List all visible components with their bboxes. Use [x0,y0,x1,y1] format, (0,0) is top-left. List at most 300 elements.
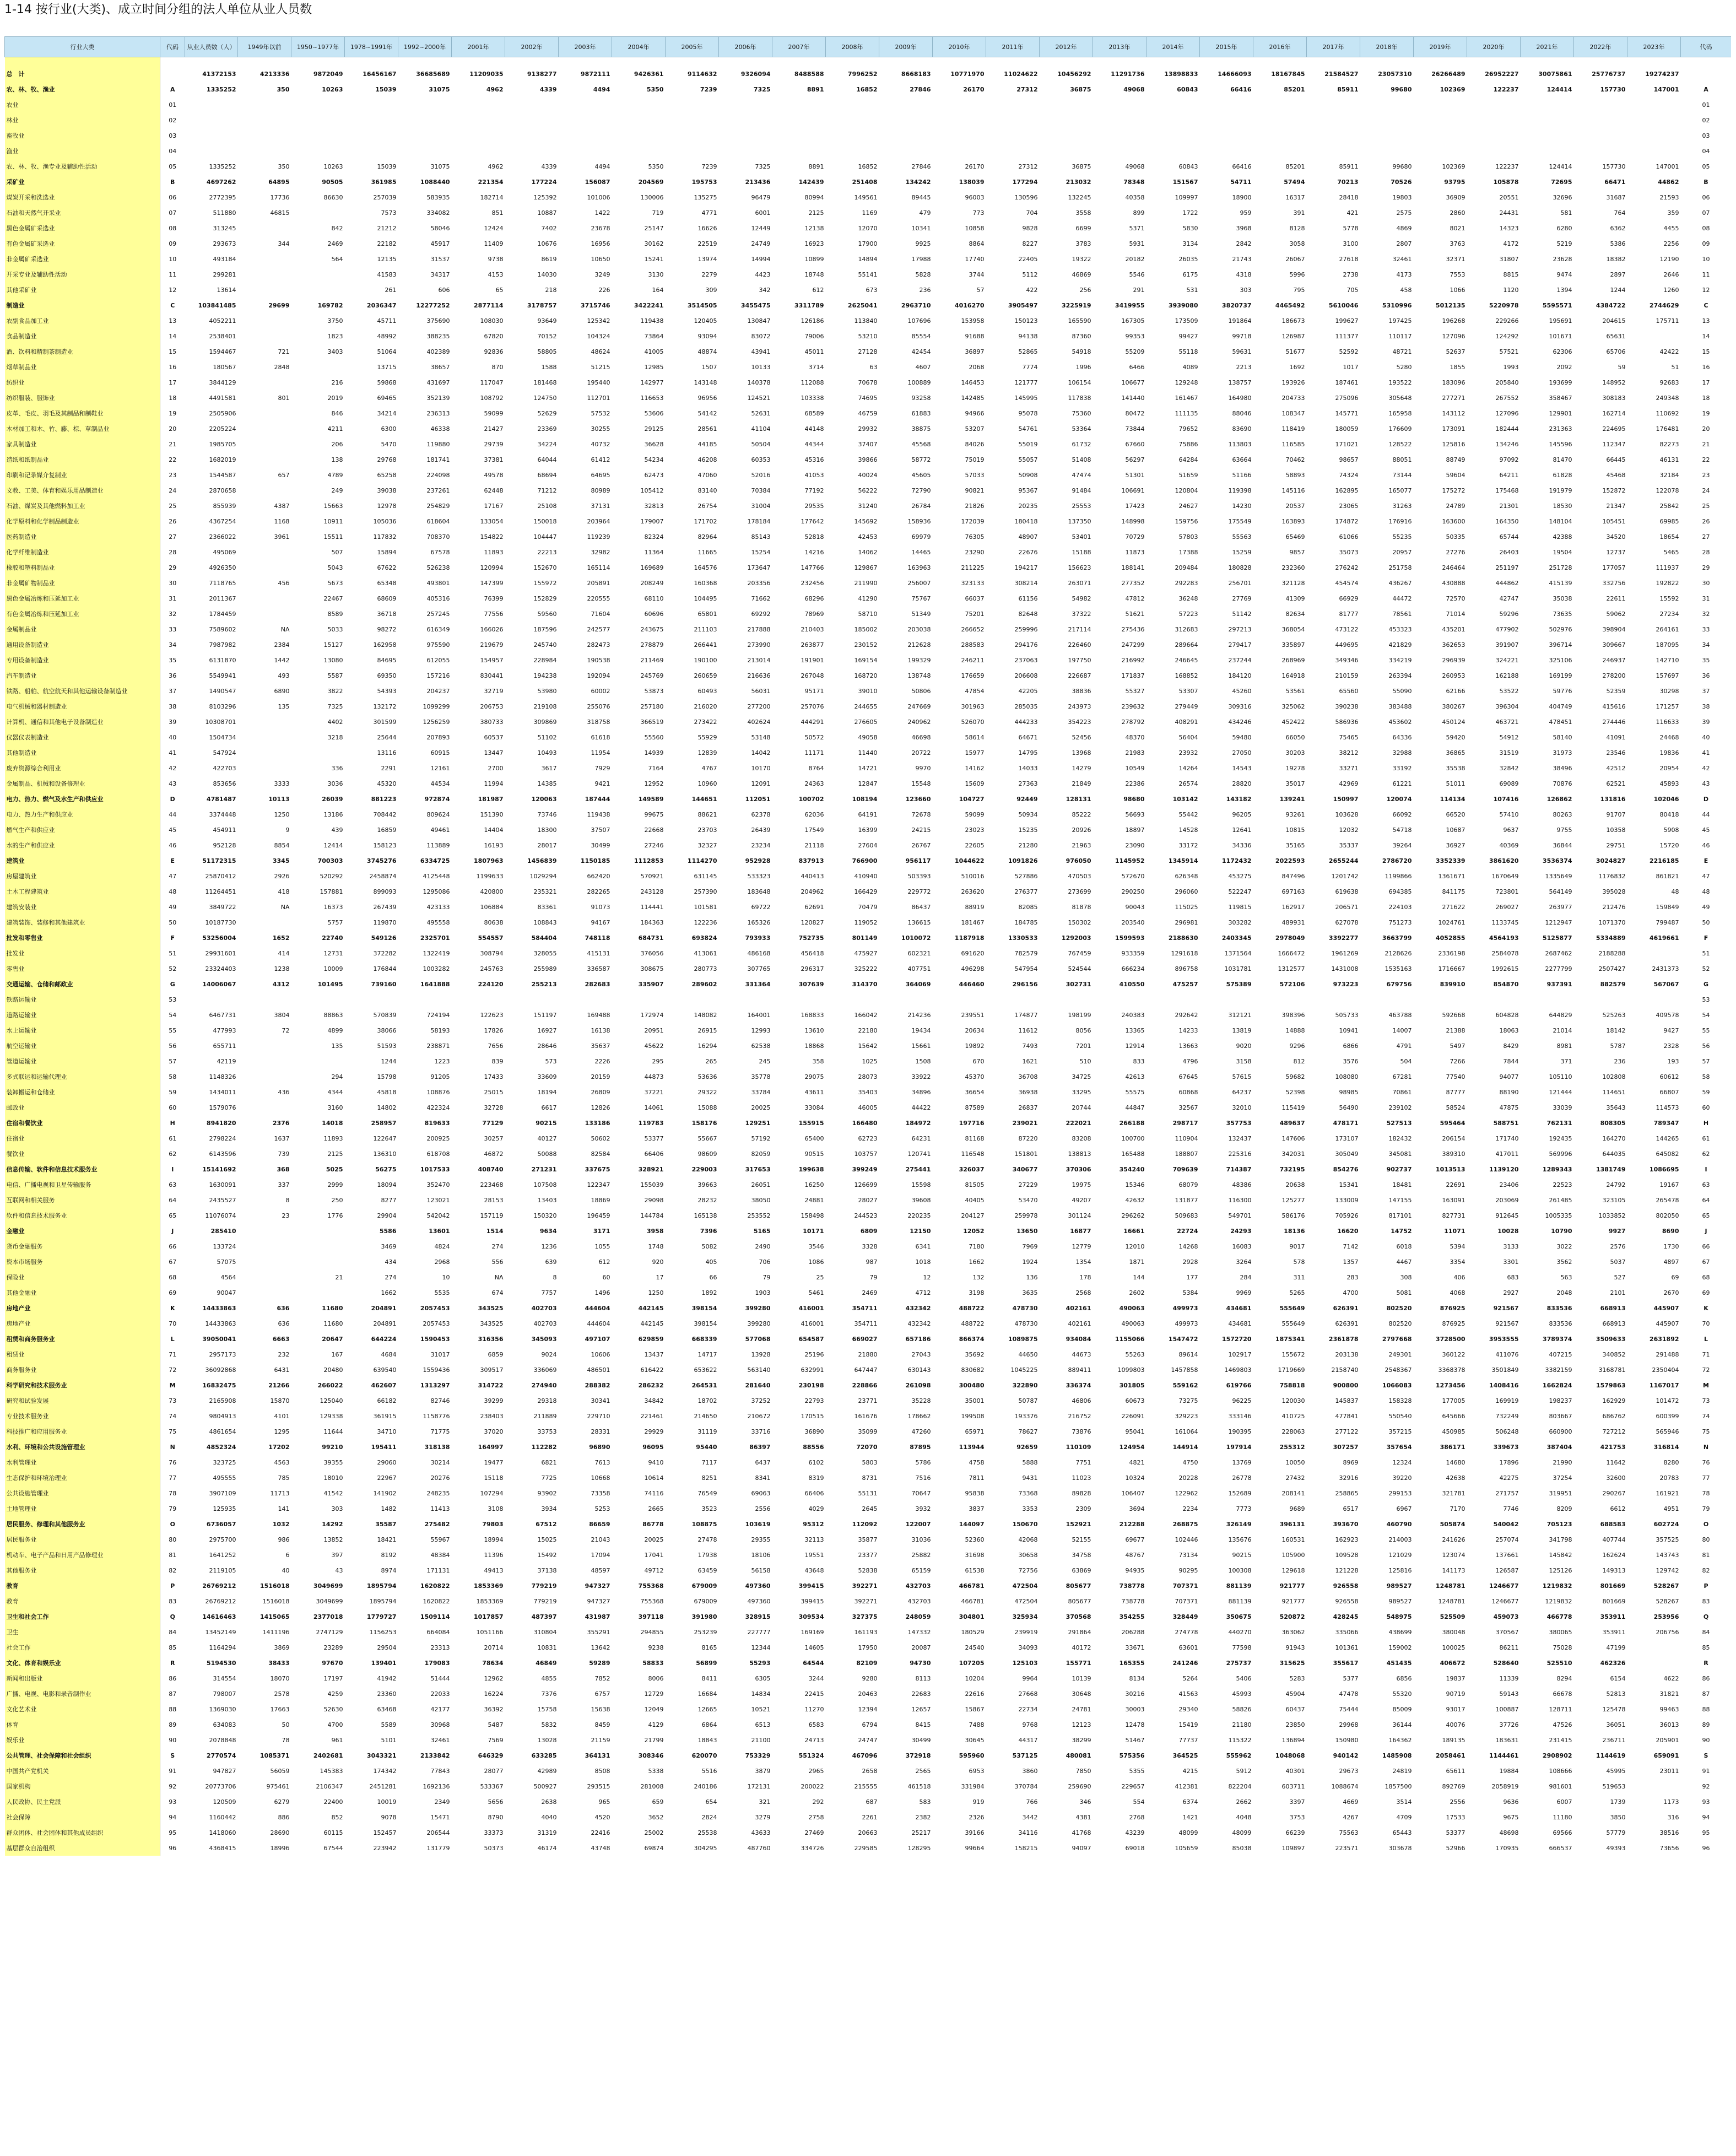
value-cell: 32728 [484,1104,504,1111]
industry-code-cell: 74 [169,1412,177,1420]
value-cell [879,128,933,143]
value-cell: 510016 [961,872,985,880]
value-cell: 58193 [430,1026,450,1034]
value-cell: 2458874 [369,872,397,880]
value-cell: 119870 [373,918,397,926]
value-cell [291,1223,345,1239]
value-cell: 2631892 [1649,1335,1679,1343]
industry-name-cell: 航空运输业 [5,1038,160,1053]
value-cell [291,745,345,760]
value-cell: 50504 [751,440,771,448]
value-cell: 259978 [1014,1212,1038,1219]
value-cell: 355617 [1333,1659,1359,1667]
value-cell: 65801 [697,610,717,618]
industry-name-cell: 信息传输、软件和信息技术服务业 [5,1161,160,1177]
value-cell: 129901 [1549,409,1572,417]
value-cell: 30645 [965,1736,985,1744]
industry-code-cell: 79 [169,1505,177,1512]
value-cell: 44185 [697,440,717,448]
value-cell: 721 [278,348,290,355]
value-cell: 41053 [804,471,824,479]
value-cell: 42638 [1446,1474,1465,1482]
value-cell: 67544 [323,1844,343,1852]
value-cell: 1150185 [580,857,610,864]
industry-name-cell: 废弃资源综合利用业 [5,760,160,776]
value-cell: 25882 [911,1551,931,1559]
value-cell: 559162 [1172,1381,1198,1389]
value-cell: 57 [976,286,985,294]
value-cell: 396304 [1495,703,1519,710]
value-cell: 315625 [1279,1659,1305,1667]
value-cell: 630143 [907,1366,931,1374]
value-cell: 27229 [1018,1181,1038,1188]
value-cell: 248059 [905,1613,931,1620]
value-cell: 46849 [536,1659,557,1667]
industry-code-cell-right: F [1703,934,1708,942]
value-cell: 56693 [1125,810,1145,818]
table-row [5,668,1732,683]
industry-code-cell-right: 22 [1702,456,1710,463]
value-cell: 586936 [1335,718,1359,726]
value-cell: 2655244 [1328,857,1359,864]
value-cell: 407751 [907,965,931,972]
table-row [5,313,1732,328]
value-cell: 77737 [1178,1736,1198,1744]
value-cell: 64671 [1018,733,1038,741]
industry-code-cell: 09 [169,240,177,247]
value-cell: 919 [972,1798,985,1806]
value-cell: 1120 [1503,286,1519,294]
value-cell: 159849 [1656,903,1679,911]
value-cell: 364069 [905,980,931,988]
value-cell: 68296 [804,595,824,602]
value-cell: 10911 [323,517,343,525]
value-cell: 13028 [537,1736,557,1744]
value-cell: 328055 [533,949,557,957]
value-cell: 422324 [426,1104,450,1111]
value-cell: 39220 [1392,1474,1412,1482]
value-cell: 166429 [854,888,878,895]
industry-code-cell: 24 [169,487,177,494]
industry-code-cell: 01 [169,101,177,109]
industry-code-cell-right: B [1703,178,1708,186]
value-cell: 14404 [484,826,504,834]
value-cell: 5461 [808,1289,824,1296]
value-cell: 24747 [858,1736,878,1744]
value-cell [1360,112,1414,128]
value-cell: 99680 [1392,163,1412,170]
value-cell: 179083 [424,1659,450,1667]
value-cell: 739160 [371,980,397,988]
value-cell: 7929 [594,764,610,772]
value-cell: 166026 [480,625,504,633]
value-cell: 52631 [751,409,771,417]
value-cell: 2106347 [316,1782,343,1790]
value-cell: 4339 [541,163,557,170]
value-cell: 197914 [1226,1443,1252,1451]
value-cell: 10171 [803,1227,824,1235]
value-cell: 47478 [1339,1690,1359,1698]
value-cell: 416001 [801,1320,824,1327]
value-cell: 45904 [1285,1690,1305,1698]
value-cell: 105451 [1602,517,1626,525]
value-cell: 31263 [1392,502,1412,510]
value-cell: 106691 [1121,487,1145,494]
value-cell: 20663 [858,1829,878,1836]
value-cell: 1085371 [259,1752,290,1759]
value-cell: 21743 [1232,255,1252,263]
value-cell: 55209 [1125,348,1145,355]
value-cell: 3368378 [1438,1366,1465,1374]
value-cell: 190100 [694,656,717,664]
value-cell: 7493 [1022,1042,1038,1050]
value-cell: 42969 [1339,780,1359,787]
value-cell: 422703 [213,764,236,772]
value-cell: 6280 [1556,224,1572,232]
value-cell: 83361 [537,903,557,911]
value-cell: 432703 [905,1582,931,1590]
value-cell: 853656 [213,780,236,787]
header-year: 2014年 [1146,37,1200,57]
value-cell: 4767 [701,764,717,772]
value-cell: 164980 [1228,394,1252,402]
value-cell: 10019 [377,1798,397,1806]
industry-code-cell: 14 [169,332,177,340]
value-cell: 32719 [484,687,504,695]
value-cell: 62166 [1446,687,1465,695]
value-cell: 5394 [1450,1242,1465,1250]
value-cell: 24468 [1659,733,1679,741]
value-cell: 416001 [798,1304,824,1312]
value-cell: 36875 [1072,163,1091,170]
table-row [5,652,1732,668]
value-cell: 61538 [965,1566,985,1574]
value-cell: 531 [1186,286,1198,294]
table-row [5,1069,1732,1084]
value-cell: 174342 [373,1767,397,1775]
value-cell: 959 [1240,209,1252,217]
table-header-row [5,37,1732,57]
value-cell: 119438 [587,810,610,818]
value-cell: 112282 [531,1443,557,1451]
value-cell: 24749 [751,240,771,247]
value-cell: 612055 [426,656,450,664]
value-cell: 5283 [1289,1674,1305,1682]
value-cell: 112088 [801,379,824,386]
value-cell: 14264 [1178,764,1198,772]
value-cell: 224120 [478,980,504,988]
value-cell: 290267 [1602,1489,1626,1497]
value-cell: 12839 [697,749,717,757]
value-cell: 98657 [1339,456,1359,463]
value-cell: 162895 [1335,487,1359,494]
value-cell: 205840 [1495,379,1519,386]
value-cell: 12826 [591,1104,610,1111]
value-cell: 303678 [1388,1844,1412,1852]
value-cell: 122236 [694,918,717,926]
industry-name-cell: 电信、广播电视和卫星传输服务 [5,1177,160,1192]
value-cell: 26769212 [205,1597,236,1605]
value-cell [559,143,612,159]
value-cell: 1875341 [1275,1335,1305,1343]
value-cell: 626348 [1175,872,1198,880]
value-cell: 46338 [430,425,450,433]
value-cell: 246464 [1442,564,1465,571]
table-row [5,498,1732,514]
value-cell: 216020 [694,703,717,710]
value-cell: 54711 [1230,178,1252,186]
value-cell: 20182 [1125,255,1145,263]
value-cell: 135 [278,703,290,710]
value-cell: 91205 [430,1073,450,1080]
value-cell: 58140 [1553,733,1572,741]
value-cell: 33295 [1072,1088,1091,1096]
industry-code-cell-right: D [1703,795,1709,803]
value-cell [1146,143,1200,159]
value-cell: 292 [812,1798,824,1806]
value-cell: 830682 [961,1366,985,1374]
value-cell: 198237 [1549,1397,1572,1404]
industry-code-cell: 35 [169,656,177,664]
value-cell: 93017 [1446,1705,1465,1713]
value-cell: 679756 [1386,980,1412,988]
value-cell: 2978049 [1275,934,1305,942]
value-cell: 42205 [1018,687,1038,695]
value-cell [238,1285,291,1300]
header-year: 2004年 [612,37,666,57]
industry-code-cell-right: 95 [1702,1829,1710,1836]
value-cell: 66807 [1659,1088,1679,1096]
value-cell: 135275 [694,193,717,201]
value-cell: 921777 [1281,1597,1305,1605]
value-cell: 421829 [1388,641,1412,649]
value-cell: 35778 [751,1073,771,1080]
value-cell: 16956 [591,240,610,247]
value-cell: 31698 [965,1551,985,1559]
value-cell: 155672 [1281,1350,1305,1358]
value-cell: 28232 [697,1196,717,1204]
value-cell: 204891 [373,1320,397,1327]
value-cell: 69 [1671,1273,1679,1281]
value-cell: 779219 [533,1597,557,1605]
industry-name-cell: 社会保障 [5,1809,160,1825]
value-cell: 193926 [1281,379,1305,386]
industry-name-cell: 制造业 [5,298,160,313]
value-cell [1521,97,1574,112]
value-cell: 95041 [1125,1428,1145,1435]
value-cell: 173107 [1335,1134,1359,1142]
value-cell: 16224 [484,1690,504,1698]
industry-code-cell: 03 [169,132,177,139]
value-cell: 479 [919,209,931,217]
value-cell: 2205224 [209,425,236,433]
value-cell: 300480 [959,1381,985,1389]
value-cell: 6821 [541,1458,557,1466]
value-cell: 6431 [274,1366,290,1374]
value-cell: 430888 [1442,579,1465,587]
value-cell: 8891 [807,85,824,93]
value-cell: 152829 [533,595,557,602]
value-cell: 275096 [1335,394,1359,402]
value-cell: 6859 [488,1350,504,1358]
industry-code-cell: E [170,857,175,864]
value-cell: 6612 [1610,1505,1626,1512]
value-cell: 1641252 [209,1551,236,1559]
header-year: 2019年 [1414,37,1467,57]
value-cell: 23011 [1659,1767,1679,1775]
value-cell: 27618 [1339,255,1359,263]
value-cell: 36392 [484,1705,504,1713]
value-cell: 57075 [217,1258,236,1266]
value-cell: 70213 [1337,178,1359,186]
value-cell: 9024 [541,1350,557,1358]
value-cell [986,128,1040,143]
value-cell: 13447 [484,749,504,757]
value-cell: 420800 [480,888,504,895]
value-cell: 244655 [854,703,878,710]
value-cell: 5535 [434,1289,450,1296]
value-cell: 11270 [804,1705,824,1713]
industry-code-cell: 34 [169,641,177,649]
value-cell: 19477 [484,1458,504,1466]
value-cell [1467,112,1521,128]
value-cell: 16456167 [363,70,397,78]
value-cell: 450124 [1442,718,1465,726]
value-cell: 453323 [1388,625,1412,633]
value-cell: 497360 [747,1597,771,1605]
value-cell: 27469 [804,1829,824,1836]
value-cell: 204569 [638,178,664,186]
value-cell: 16399 [858,826,878,834]
value-cell [1627,992,1681,1007]
value-cell: 30648 [1072,1690,1091,1698]
value-cell: 4669 [1343,1798,1359,1806]
value-cell: 13819 [1232,1026,1252,1034]
value-cell: 1005335 [1545,1212,1572,1219]
value-cell: 114573 [1656,1104,1679,1111]
value-cell: 16294 [697,1042,717,1050]
value-cell: 164 [652,286,664,294]
value-cell: 62691 [804,903,824,911]
header-year: 2009年 [879,37,933,57]
value-cell: 163091 [1442,1196,1465,1204]
value-cell: 44650 [1018,1350,1038,1358]
industry-name-cell: 教育 [5,1593,160,1609]
value-cell: 947327 [585,1582,610,1590]
value-cell: 1010072 [901,934,931,942]
industry-name-cell: 建筑安装业 [5,899,160,915]
value-cell: 5549941 [209,672,236,679]
value-cell: 13116 [377,749,397,757]
value-cell: 22616 [965,1690,985,1698]
value-cell: 94167 [591,918,610,926]
value-cell: 1031781 [1224,965,1252,972]
value-cell: 358 [812,1057,824,1065]
industry-name-cell: 软件和信息技术服务业 [5,1208,160,1223]
value-cell: 156087 [585,178,610,186]
value-cell: 10887 [537,209,557,217]
value-cell: 18167845 [1271,70,1305,78]
value-cell: 30075861 [1538,70,1572,78]
industry-code-cell-right: 38 [1702,703,1710,710]
value-cell: 301963 [961,703,985,710]
value-cell: 18897 [1125,826,1145,834]
industry-code-cell-right: 37 [1702,687,1710,695]
value-cell: 237063 [1014,656,1038,664]
value-cell: 27043 [911,1350,931,1358]
value-cell [612,128,666,143]
value-cell: 68609 [377,595,397,602]
value-cell: 9755 [1556,826,1572,834]
value-cell: 14007 [1392,1026,1412,1034]
table-row [5,868,1732,884]
value-cell: 7811 [969,1474,985,1482]
value-cell: 279417 [1228,641,1252,649]
value-cell: 26952227 [1485,70,1519,78]
industry-code-cell: 81 [169,1551,177,1559]
value-cell: 35001 [965,1397,985,1404]
value-cell: 12993 [751,1026,771,1034]
value-cell: 2877114 [473,301,504,309]
value-cell: 15025 [537,1536,557,1543]
value-cell: 31821 [1659,1690,1679,1698]
value-cell: 230152 [854,641,878,649]
value-cell [1467,128,1521,143]
value-cell: 185002 [854,625,878,633]
value-cell: 2469 [862,1289,878,1296]
value-cell: 6007 [1556,1798,1572,1806]
value-cell: 340852 [1602,1350,1626,1358]
value-cell: 192822 [1656,579,1679,587]
value-cell: 133724 [213,1242,236,1250]
industry-name-cell: 其他采矿业 [5,282,160,298]
value-cell: 812 [1293,1057,1305,1065]
value-cell: 56222 [858,487,878,494]
value-cell: 122647 [373,1134,397,1142]
value-cell: 421753 [1600,1443,1626,1451]
value-cell: 48907 [1018,533,1038,541]
value-cell: 3861620 [1489,857,1519,864]
value-cell: 59560 [537,610,557,618]
value-cell: 1739 [1610,1798,1626,1806]
value-cell: 1260 [1663,286,1679,294]
industry-code-cell: 84 [169,1628,177,1636]
value-cell: 301599 [373,718,397,726]
value-cell: 140378 [747,379,771,386]
value-cell: 175549 [1228,517,1252,525]
industry-code-cell-right: 61 [1702,1134,1710,1142]
value-cell: 23023 [965,826,985,834]
value-cell: 9326094 [740,70,771,78]
value-cell [291,1285,345,1300]
value-cell: 50806 [911,687,931,695]
value-cell: 7396 [700,1227,717,1235]
value-cell: 15642 [858,1042,878,1050]
value-cell: 21799 [644,1736,664,1744]
value-cell: 1652 [272,934,290,942]
value-cell: 12394 [858,1705,878,1713]
value-cell [238,1069,291,1084]
value-cell: 107294 [480,1489,504,1497]
value-cell: 299153 [1388,1489,1412,1497]
value-cell: 47060 [697,471,717,479]
value-cell: 1158776 [423,1412,450,1420]
value-cell: 36718 [377,610,397,618]
header-year: 1992~2000年 [398,37,452,57]
value-cell: 92683 [1659,379,1679,386]
value-cell: 3392277 [1328,934,1359,942]
value-cell: 23369 [537,425,557,433]
